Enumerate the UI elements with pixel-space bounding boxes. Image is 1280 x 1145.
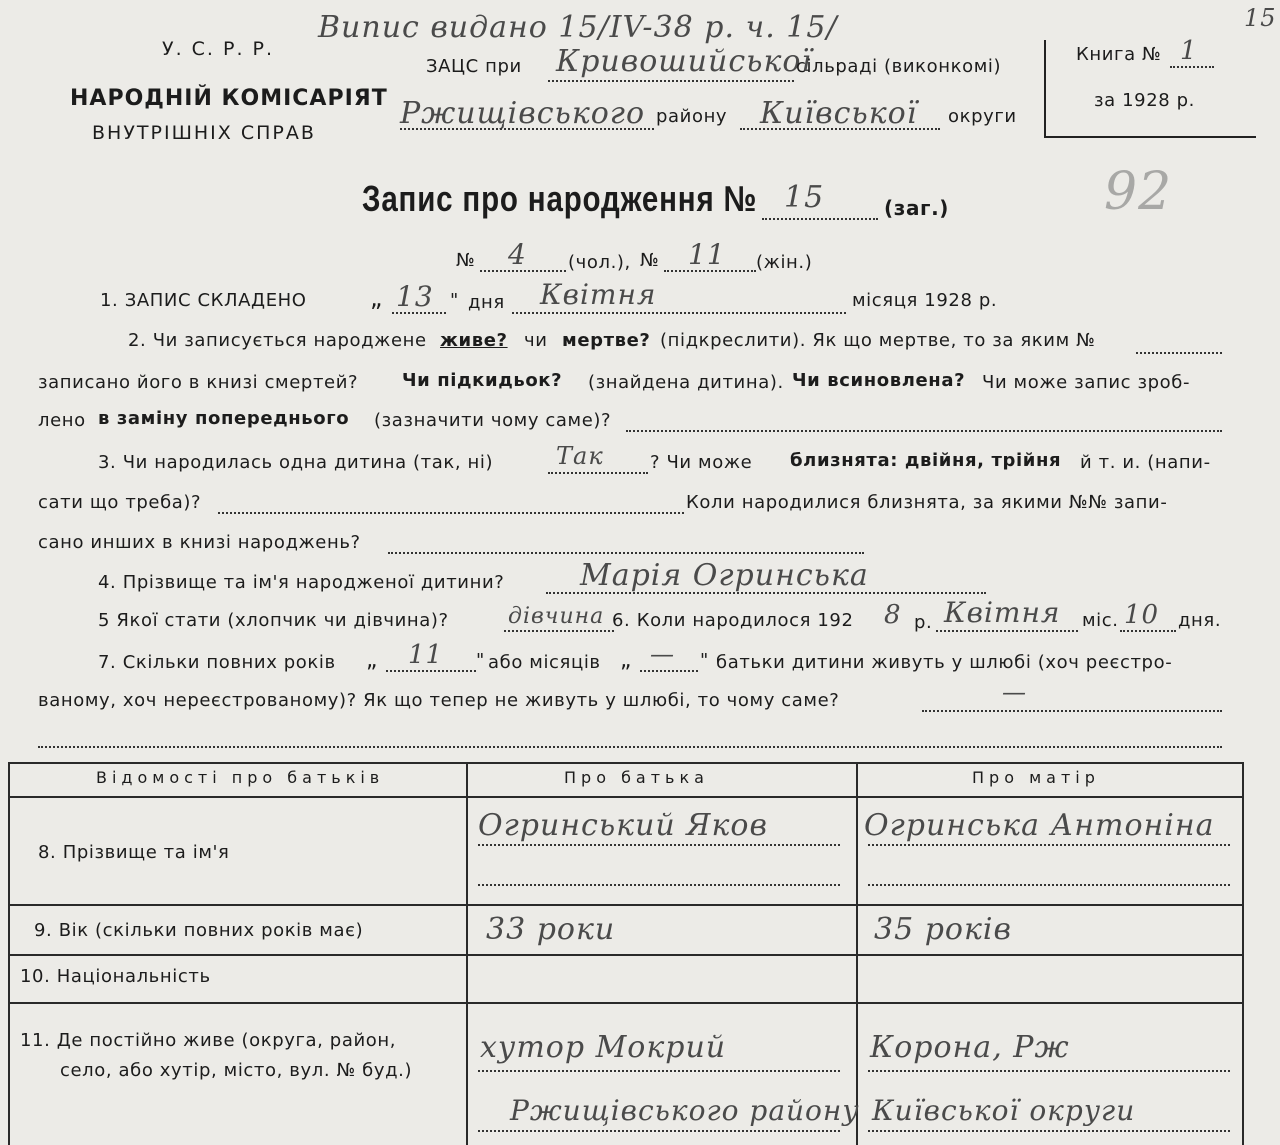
item-5-label: 5 Якої стати (хлопчик чи дівчина)? [98, 610, 449, 631]
mother-name-line-1 [868, 844, 1230, 846]
ministry-line-2: ВНУТРІШНІХ СПРАВ [92, 122, 316, 144]
margin-number: 92 [1104, 162, 1173, 222]
region-handwritten: Київської [760, 96, 918, 131]
village-handwritten: Кривошийської [556, 44, 813, 79]
mother-residence-line-2 [868, 1130, 1230, 1132]
record-title: Запис про народження № [362, 178, 758, 219]
item-2-alive: живе? [440, 330, 508, 351]
marriage-months-line [640, 670, 698, 672]
item-2-foundling: Чи підкидьок? [402, 370, 563, 391]
quote-close-3: " [700, 650, 709, 671]
female-number: 11 [688, 238, 726, 271]
child-name: Марія Огринська [580, 558, 869, 593]
item-2-line-2b: (знайдена дитина). [588, 372, 784, 393]
zags-prefix: ЗАЦС при [426, 56, 522, 77]
marriage-years-line [386, 670, 476, 672]
father-name-line-2 [478, 884, 840, 886]
father-residence-line-1 [478, 1070, 840, 1072]
region-suffix: округи [948, 106, 1017, 127]
single-child-answer: Так [556, 442, 604, 470]
row-11-label-2: село, або хутір, місто, вул. № буд.) [60, 1060, 413, 1081]
issuance-note: Випис видано 15/IV-38 р. ч. 15/ [318, 10, 838, 45]
quote-open-2: „ [366, 648, 378, 673]
birth-day: 10 [1124, 600, 1160, 630]
item-7-extra-line [38, 746, 1222, 748]
child-sex-line [504, 630, 614, 632]
record-day: 13 [396, 280, 434, 313]
item-2-line-2a: записано його в книзі смертей? [38, 372, 359, 393]
birth-year-digit: 8 [884, 600, 902, 630]
quote-close-2: " [476, 650, 485, 671]
record-number: 15 [784, 180, 825, 215]
item-7-reason-line [922, 710, 1222, 712]
row-9-label: 9. Вік (скільки повних років має) [34, 920, 364, 941]
record-month: Квітня [540, 278, 657, 311]
female-number-line [664, 270, 756, 272]
item-2-line-3b: (зазначити чому саме)? [374, 410, 612, 431]
item-6-day-word: дня. [1178, 610, 1222, 631]
table-header-mother: Про матір [972, 768, 1100, 787]
female-no-label: № [640, 250, 660, 271]
marriage-months: — [650, 640, 675, 668]
father-name: Огринський Яков [478, 808, 768, 843]
quote-open: „ [370, 284, 384, 312]
item-3-twins: близнята: двійня, трійня [790, 450, 1062, 471]
child-name-line [546, 592, 986, 594]
father-residence-1: хутор Мокрий [480, 1030, 727, 1065]
item-3-line-2a: сати що треба)? [38, 492, 202, 513]
record-month-line [512, 312, 846, 314]
birth-month-line [936, 630, 1078, 632]
item-2-death-no-line [1136, 352, 1222, 354]
row-10-label: 10. Національність [20, 966, 211, 987]
item-3-line-1c: й т. и. (напи- [1080, 452, 1211, 473]
item-3-line-1a: 3. Чи народилась одна дитина (так, ні) [98, 452, 494, 473]
item-7-line-2a: ваному, хоч нереєстрованому)? Як що тепер не живуть у шлюбі, то чому саме? [38, 690, 840, 711]
record-general-label: (заг.) [884, 196, 950, 220]
item-2-reason-line [626, 430, 1222, 432]
birth-day-line [1120, 630, 1176, 632]
table-header-father: Про батька [564, 768, 709, 787]
book-label: Книга № [1076, 44, 1162, 65]
page-number: 15 [1244, 4, 1277, 32]
item-7-line-1a: 7. Скільки повних років [98, 652, 336, 673]
item-1-month-word: місяця 1928 р. [852, 290, 998, 311]
region-line [740, 128, 940, 130]
ministry-line-1: НАРОДНІЙ КОМІСАРІЯТ [70, 86, 388, 111]
item-6-year-suffix: р. [914, 612, 933, 633]
zags-suffix: сільраді (виконкомі) [796, 56, 1002, 77]
father-age: 33 роки [486, 912, 616, 947]
item-3-line-1b: ? Чи може [650, 452, 753, 473]
item-3-others-line [388, 552, 864, 554]
item-1-day-word: дня [468, 292, 505, 313]
item-1-label: 1. ЗАПИС СКЛАДЕНО [100, 290, 307, 311]
item-3-line-2b: Коли народилися близнята, за якими №№ запи- [686, 492, 1168, 513]
male-number: 4 [508, 238, 527, 271]
village-line [548, 80, 794, 82]
table-header-info: Відомості про батьків [96, 768, 385, 787]
mother-residence-1: Корона, Рж [870, 1030, 1070, 1065]
district-suffix: району [656, 106, 728, 127]
mother-name: Огринська Антоніна [864, 808, 1215, 843]
item-2-replacement: в заміну попереднього [98, 408, 350, 429]
father-residence-2: Ржищівського району [510, 1094, 860, 1127]
item-3-twins-line [218, 512, 684, 514]
mother-residence-2: Київської округи [872, 1094, 1136, 1127]
record-day-line [392, 312, 446, 314]
item-2-adopted: Чи всиновлена? [792, 370, 966, 391]
item-2-or: чи [524, 330, 548, 351]
district-handwritten: Ржищівського [400, 96, 646, 131]
item-4-label: 4. Прізвище та ім'я народженої дитини? [98, 572, 505, 593]
row-8-label: 8. Прізвище та ім'я [38, 842, 230, 863]
item-3-line-3a: сано инших в книзі народжень? [38, 532, 361, 553]
mother-residence-line-1 [868, 1070, 1230, 1072]
item-7-months-word: або місяців [488, 652, 601, 673]
book-number-line [1170, 66, 1214, 68]
district-line [400, 128, 654, 130]
mother-age: 35 років [874, 912, 1012, 947]
item-2-line-1a: 2. Чи записується народжене [128, 330, 427, 351]
single-child-line [548, 472, 648, 474]
item-7-line-1c: батьки дитини живуть у шлюбі (хоч реєстро- [716, 652, 1173, 673]
item-2-line-3a: лено [38, 410, 86, 431]
male-label: (чол.), [568, 252, 631, 273]
quote-open-3: „ [620, 648, 632, 673]
item-2-line-2c: Чи може запис зроб- [982, 372, 1191, 393]
republic-label: У. С. Р. Р. [162, 38, 275, 60]
marriage-years: 11 [408, 640, 444, 670]
item-6-label: 6. Коли народилося 192 [612, 610, 854, 631]
female-label: (жін.) [756, 252, 813, 273]
father-name-line-1 [478, 844, 840, 846]
marriage-reason-answer: — [1002, 678, 1027, 706]
child-sex: дівчина [508, 604, 605, 629]
book-year: за 1928 р. [1094, 90, 1196, 111]
mother-name-line-2 [868, 884, 1230, 886]
item-6-month-word: міс. [1082, 610, 1119, 631]
quote-close: " [450, 290, 459, 311]
item-2-dead: мертве? [562, 330, 651, 351]
item-2-line-1c: (підкреслити). Як що мертве, то за яким № [660, 330, 1096, 351]
row-11-label-1: 11. Де постійно живе (округа, район, [20, 1030, 397, 1051]
father-residence-line-2 [478, 1130, 840, 1132]
record-number-line [762, 218, 878, 220]
birth-month: Квітня [944, 596, 1061, 629]
male-number-line [480, 270, 566, 272]
book-number: 1 [1180, 36, 1198, 66]
male-no-label: № [456, 250, 476, 271]
